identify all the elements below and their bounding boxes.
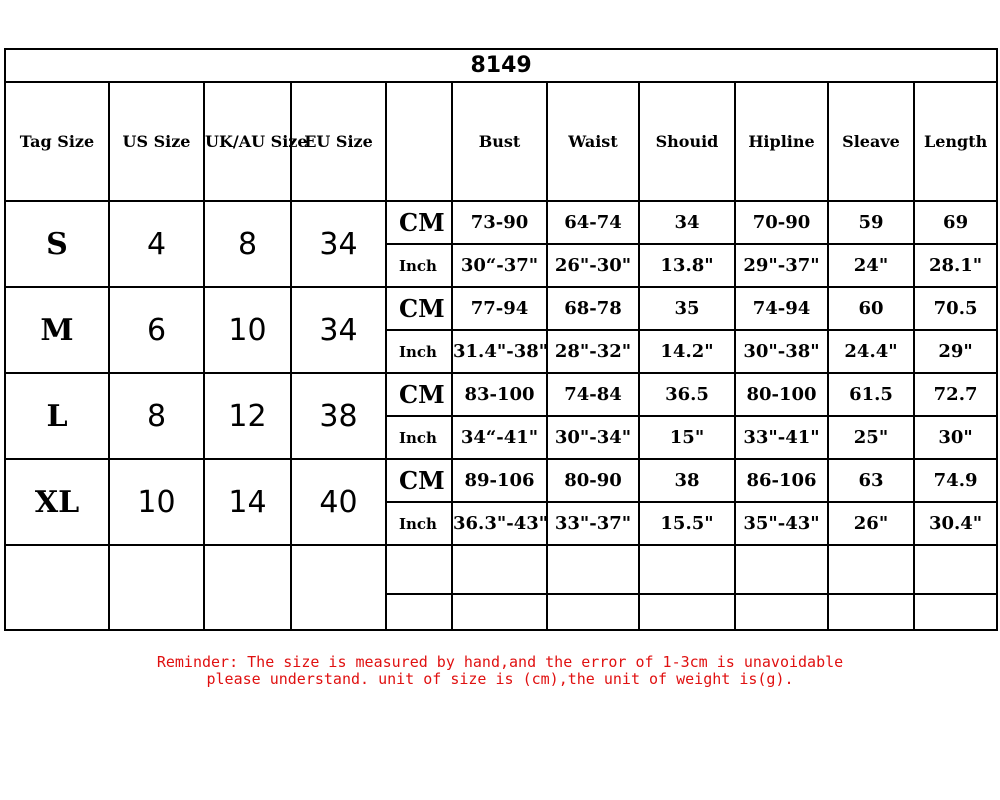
length-cm: 69 — [914, 201, 997, 244]
empty-cell — [914, 545, 997, 594]
shoulder-inch: 14.2" — [639, 330, 735, 373]
reminder-line-2: please understand. unit of size is (cm),the unit of weight is(g). — [206, 670, 794, 688]
empty-cell — [828, 545, 914, 594]
shoulder-inch: 13.8" — [639, 244, 735, 287]
empty-cell — [452, 594, 547, 630]
eu-size-cell: 38 — [291, 373, 386, 459]
unit-cm-label: CM — [386, 373, 452, 416]
hipline-cm: 70-90 — [735, 201, 828, 244]
header-hipline: Hipline — [735, 82, 828, 201]
shoulder-cm: 36.5 — [639, 373, 735, 416]
header-waist: Waist — [547, 82, 639, 201]
waist-inch: 26"-30" — [547, 244, 639, 287]
us-size-cell: 6 — [109, 287, 204, 373]
hipline-inch: 29"-37" — [735, 244, 828, 287]
empty-cell — [735, 594, 828, 630]
bust-inch: 31.4"-38" — [452, 330, 547, 373]
length-cm: 74.9 — [914, 459, 997, 502]
hipline-cm: 86-106 — [735, 459, 828, 502]
header-shoulder: Shouid — [639, 82, 735, 201]
sleeve-inch: 24" — [828, 244, 914, 287]
shoulder-cm: 38 — [639, 459, 735, 502]
length-inch: 30.4" — [914, 502, 997, 545]
size-row-cm — [5, 287, 997, 330]
empty-row — [5, 545, 997, 594]
header-tag-size: Tag Size — [5, 82, 109, 201]
length-inch: 28.1" — [914, 244, 997, 287]
empty-cell — [639, 545, 735, 594]
sleeve-inch: 24.4" — [828, 330, 914, 373]
empty-cell — [828, 594, 914, 630]
sleeve-inch: 26" — [828, 502, 914, 545]
eu-size-cell: 34 — [291, 287, 386, 373]
unit-inch-label: Inch — [386, 244, 452, 287]
reminder-line-1: Reminder: The size is measured by hand,and the error of 1-3cm is unavoidable — [156, 653, 844, 671]
empty-cell — [386, 594, 452, 630]
eu-size-cell: 40 — [291, 459, 386, 545]
uk-size-cell: 8 — [204, 201, 291, 287]
empty-cell — [5, 545, 109, 630]
chart-title: 8149 — [5, 49, 997, 82]
length-cm: 70.5 — [914, 287, 997, 330]
length-inch: 29" — [914, 330, 997, 373]
sleeve-cm: 59 — [828, 201, 914, 244]
empty-cell — [452, 545, 547, 594]
sleeve-cm: 63 — [828, 459, 914, 502]
hipline-inch: 33"-41" — [735, 416, 828, 459]
sleeve-cm: 61.5 — [828, 373, 914, 416]
size-row-cm — [5, 373, 997, 416]
bust-cm: 89-106 — [452, 459, 547, 502]
us-size-cell: 8 — [109, 373, 204, 459]
empty-cell — [639, 594, 735, 630]
hipline-cm: 74-94 — [735, 287, 828, 330]
shoulder-inch: 15" — [639, 416, 735, 459]
reminder-note — [0, 654, 1000, 688]
waist-inch: 28"-32" — [547, 330, 639, 373]
uk-size-cell: 10 — [204, 287, 291, 373]
header-bust: Bust — [452, 82, 547, 201]
uk-size-cell: 12 — [204, 373, 291, 459]
waist-cm: 68-78 — [547, 287, 639, 330]
header-eu-size: EU Size — [291, 82, 386, 201]
header-unit — [386, 82, 452, 201]
us-size-cell: 10 — [109, 459, 204, 545]
shoulder-cm: 34 — [639, 201, 735, 244]
tag-size-cell: XL — [5, 459, 109, 545]
hipline-cm: 80-100 — [735, 373, 828, 416]
waist-cm: 74-84 — [547, 373, 639, 416]
unit-cm-label: CM — [386, 459, 452, 502]
header-sleeve: Sleave — [828, 82, 914, 201]
unit-cm-label: CM — [386, 201, 452, 244]
unit-inch-label: Inch — [386, 330, 452, 373]
waist-cm: 64-74 — [547, 201, 639, 244]
bust-inch: 30“-37" — [452, 244, 547, 287]
waist-cm: 80-90 — [547, 459, 639, 502]
length-inch: 30" — [914, 416, 997, 459]
tag-size-cell: L — [5, 373, 109, 459]
header-us-size: US Size — [109, 82, 204, 201]
empty-cell — [547, 594, 639, 630]
shoulder-cm: 35 — [639, 287, 735, 330]
sleeve-inch: 25" — [828, 416, 914, 459]
empty-cell — [204, 545, 291, 630]
unit-inch-label: Inch — [386, 416, 452, 459]
us-size-cell: 4 — [109, 201, 204, 287]
unit-inch-label: Inch — [386, 502, 452, 545]
waist-inch: 30"-34" — [547, 416, 639, 459]
bust-cm: 83-100 — [452, 373, 547, 416]
sleeve-cm: 60 — [828, 287, 914, 330]
hipline-inch: 35"-43" — [735, 502, 828, 545]
length-cm: 72.7 — [914, 373, 997, 416]
tag-size-cell: M — [5, 287, 109, 373]
waist-inch: 33"-37" — [547, 502, 639, 545]
empty-cell — [914, 594, 997, 630]
tag-size-cell: S — [5, 201, 109, 287]
bust-cm: 77-94 — [452, 287, 547, 330]
empty-cell — [109, 545, 204, 630]
empty-cell — [386, 545, 452, 594]
size-row-cm — [5, 459, 997, 502]
header-uk-au-size: UK/AU Size — [204, 82, 291, 201]
empty-cell — [547, 545, 639, 594]
eu-size-cell: 34 — [291, 201, 386, 287]
hipline-inch: 30"-38" — [735, 330, 828, 373]
bust-inch: 36.3"-43" — [452, 502, 547, 545]
empty-cell — [735, 545, 828, 594]
bust-inch: 34“-41" — [452, 416, 547, 459]
header-length: Length — [914, 82, 997, 201]
empty-cell — [291, 545, 386, 630]
uk-size-cell: 14 — [204, 459, 291, 545]
unit-cm-label: CM — [386, 287, 452, 330]
size-row-cm — [5, 201, 997, 244]
shoulder-inch: 15.5" — [639, 502, 735, 545]
bust-cm: 73-90 — [452, 201, 547, 244]
size-chart-table — [4, 48, 998, 631]
